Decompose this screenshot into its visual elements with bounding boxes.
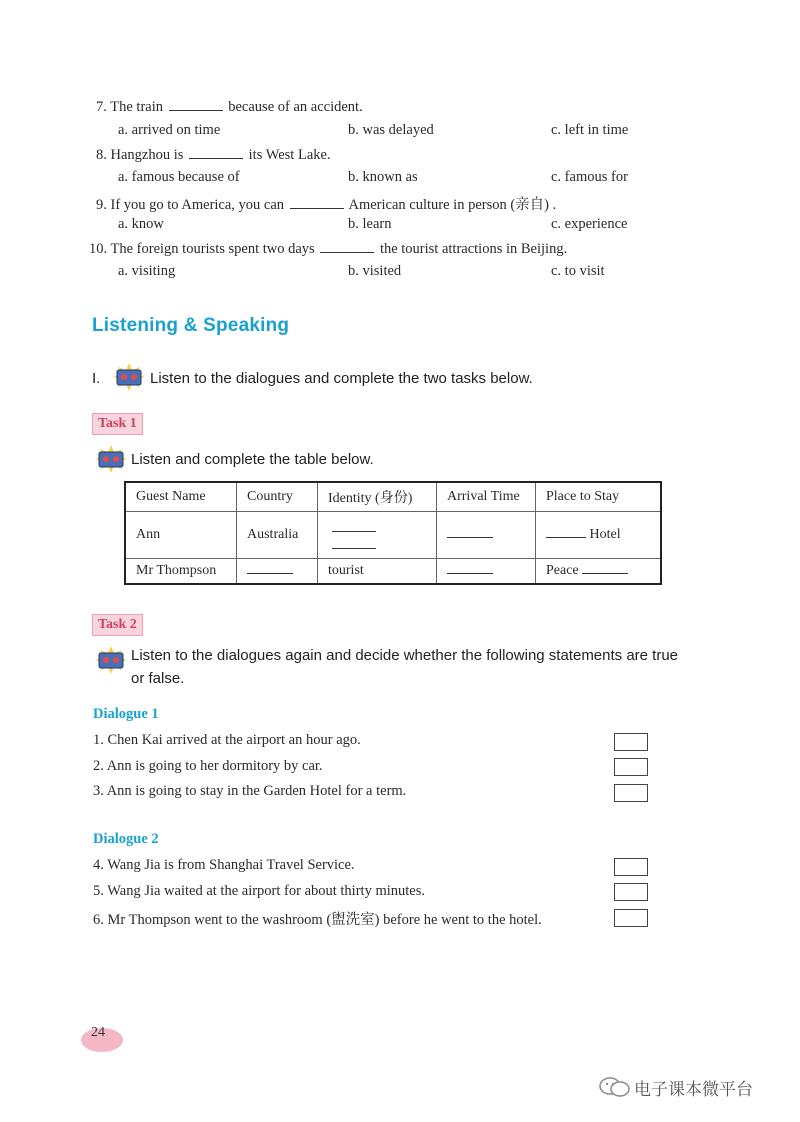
table-row: [125, 512, 661, 559]
cell-guest-name: Mr Thompson: [125, 559, 237, 584]
question-8: [96, 146, 331, 164]
question-stem: The foreign tourists spent two days: [110, 241, 315, 257]
option-b: b. was delayed: [348, 122, 434, 138]
option-a: a. visiting: [118, 263, 176, 279]
section-title: Listening & Speaking: [92, 315, 290, 336]
page-number: 24: [91, 1025, 105, 1040]
answer-blank: [290, 196, 344, 209]
question-stem: Hangzhou is: [110, 147, 184, 163]
true-false-box[interactable]: [614, 758, 648, 776]
question-stem-end: its West Lake.: [248, 147, 331, 163]
place-prefix: Peace: [546, 562, 579, 578]
statement-6: 6. Mr Thompson went to the washroom (盥洗室) before he went to the hotel.: [93, 912, 542, 928]
statement-5: 5. Wang Jia waited at the airport for about thirty minutes.: [93, 883, 425, 899]
task-1-instruction: Listen and complete the table below.: [131, 451, 374, 468]
option-c: c. to visit: [551, 263, 605, 279]
question-stem: If you go to America, you can: [110, 197, 285, 213]
option-c: c. experience: [551, 216, 628, 232]
question-stem-end: the tourist attractions in Beijing.: [379, 241, 568, 257]
true-false-box[interactable]: [614, 909, 648, 927]
table-header-row: [125, 482, 661, 512]
cell-arrival-blank: [437, 512, 536, 559]
header-place-to-stay: Place to Stay: [536, 482, 662, 512]
task-2-label: Task 2: [92, 614, 143, 636]
watermark-text: 电子课本微平台: [634, 1080, 753, 1100]
cell-guest-name: Ann: [125, 512, 237, 559]
question-number: 7.: [96, 99, 107, 115]
cell-identity-blank: [318, 512, 437, 559]
true-false-box[interactable]: [614, 858, 648, 876]
header-arrival-time: Arrival Time: [437, 482, 536, 512]
guest-table: [124, 481, 662, 585]
answer-blank: [189, 146, 243, 159]
option-a: a. arrived on time: [118, 122, 221, 138]
cell-country: Australia: [237, 512, 318, 559]
question-9: [96, 193, 556, 214]
hotel-suffix: Hotel: [589, 527, 621, 542]
true-false-box[interactable]: [614, 733, 648, 751]
listening-cassette-icon: [91, 644, 131, 676]
header-guest-name: Guest Name: [125, 482, 237, 512]
cell-place: [536, 512, 662, 559]
cell-place: [536, 559, 662, 584]
wechat-icon: [598, 1076, 632, 1098]
header-identity: Identity (身份): [318, 482, 437, 512]
option-a: a. famous because of: [118, 169, 240, 185]
task-2-instruction-line1: Listen to the dialogues again and decide whether the following statements are true: [131, 647, 679, 664]
true-false-box[interactable]: [614, 883, 648, 901]
question-stem: The train: [110, 99, 163, 115]
dialogue-1-heading: Dialogue 1: [93, 706, 159, 722]
task-2-instruction-line2: or false.: [131, 670, 185, 687]
task-1-label: Task 1: [92, 413, 143, 435]
true-false-box[interactable]: [614, 784, 648, 802]
part-number: I.: [92, 370, 101, 387]
cell-arrival-blank: [437, 559, 536, 584]
header-country: Country: [237, 482, 318, 512]
question-number: 8.: [96, 147, 107, 163]
cell-country-blank: [237, 559, 318, 584]
question-10: [89, 240, 567, 258]
listening-cassette-icon: [91, 443, 131, 475]
question-number: 9.: [96, 197, 107, 213]
option-c: c. left in time: [551, 122, 629, 138]
option-b: b. visited: [348, 263, 402, 279]
listening-cassette-icon: [109, 361, 149, 393]
option-b: b. known as: [348, 169, 418, 185]
statement-4: 4. Wang Jia is from Shanghai Travel Service.: [93, 857, 355, 873]
question-stem-end: because of an accident.: [228, 99, 363, 115]
option-a: a. know: [118, 216, 164, 232]
part-instruction: Listen to the dialogues and complete the two tasks below.: [150, 370, 533, 387]
answer-blank: [320, 240, 374, 253]
table-row: [125, 559, 661, 584]
statement-1: 1. Chen Kai arrived at the airport an hour ago.: [93, 732, 361, 748]
statement-2: 2. Ann is going to her dormitory by car.: [93, 758, 323, 774]
question-7: [96, 98, 363, 116]
question-number: 10.: [89, 241, 108, 257]
option-b: b. learn: [348, 216, 392, 232]
cell-identity: tourist: [318, 559, 437, 584]
question-stem-end: American culture in person (亲自) .: [348, 197, 557, 213]
option-c: c. famous for: [551, 169, 628, 185]
answer-blank: [169, 98, 223, 111]
dialogue-2-heading: Dialogue 2: [93, 831, 159, 847]
statement-3: 3. Ann is going to stay in the Garden Hotel for a term.: [93, 783, 407, 799]
